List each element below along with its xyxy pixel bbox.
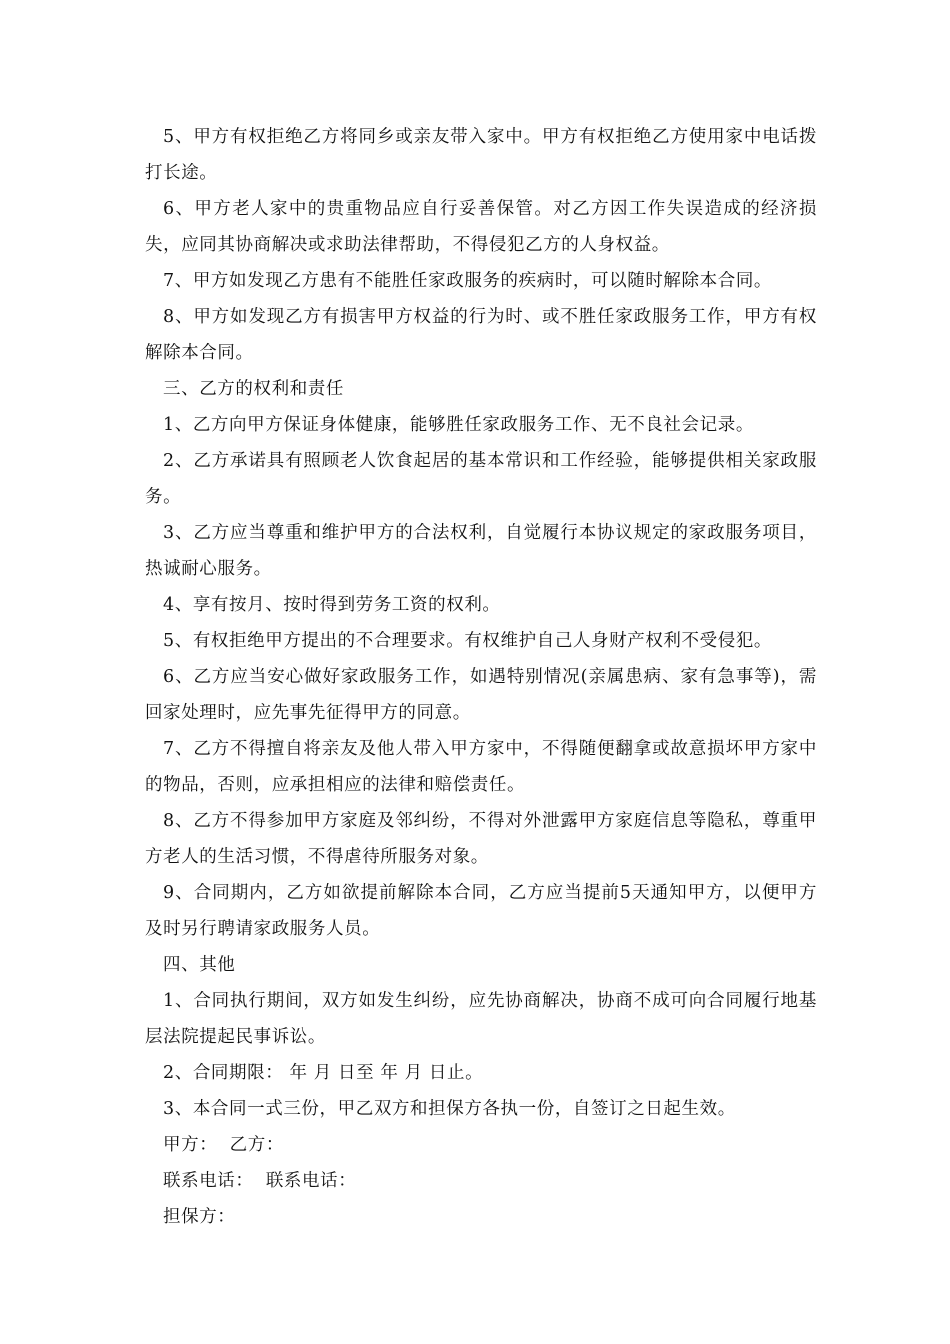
clause-party-a-5: 5、甲方有权拒绝乙方将同乡或亲友带入家中。甲方有权拒绝乙方使用家中电话拨打长途。 — [145, 127, 817, 183]
clause-party-b-8: 8、乙方不得参加甲方家庭及邻纠纷，不得对外泄露甲方家庭信息等隐私，尊重甲方老人的生活习惯，不得虐待所服务对象。 — [145, 811, 817, 867]
clause-other-3: 3、本合同一式三份，甲乙双方和担保方各执一份，自签订之日起生效。 — [163, 1099, 736, 1119]
clause-party-b-6: 6、乙方应当安心做好家政服务工作，如遇特别情况(亲属患病、家有急事等)，需回家处理时，应先事先征得甲方的同意。 — [145, 667, 817, 723]
clause-party-b-3: 3、乙方应当尊重和维护甲方的合法权利，自觉履行本协议规定的家政服务项目，热诚耐心服务。 — [145, 523, 817, 579]
section-heading-other: 四、其他 — [163, 955, 236, 975]
clause-other-2: 2、合同期限： 年 月 日至 年 月 日止。 — [163, 1063, 484, 1083]
clause-party-a-7: 7、甲方如发现乙方患有不能胜任家政服务的疾病时，可以随时解除本合同。 — [163, 271, 773, 291]
clause-party-b-5: 5、有权拒绝甲方提出的不合理要求。有权维护自己人身财产权利不受侵犯。 — [163, 631, 773, 651]
clause-party-b-2: 2、乙方承诺具有照顾老人饮食起居的基本常识和工作经验，能够提供相关家政服务。 — [145, 451, 817, 507]
section-heading-party-b: 三、乙方的权利和责任 — [163, 379, 344, 399]
signature-guarantor: 担保方： — [163, 1207, 236, 1227]
clause-party-a-8: 8、甲方如发现乙方有损害甲方权益的行为时、或不胜任家政服务工作，甲方有权解除本合同。 — [145, 307, 817, 363]
signature-phones: 联系电话： 联系电话： — [163, 1171, 357, 1191]
clause-party-b-1: 1、乙方向甲方保证身体健康，能够胜任家政服务工作、无不良社会记录。 — [163, 415, 754, 435]
clause-party-b-4: 4、享有按月、按时得到劳务工资的权利。 — [163, 595, 501, 615]
signature-parties: 甲方： 乙方： — [163, 1135, 284, 1155]
clause-party-b-7: 7、乙方不得擅自将亲友及他人带入甲方家中，不得随便翻拿或故意损坏甲方家中的物品，否则，应承担相应的法律和赔偿责任。 — [145, 739, 817, 795]
document-body — [145, 119, 817, 1235]
clause-party-a-6: 6、甲方老人家中的贵重物品应自行妥善保管。对乙方因工作失误造成的经济损失，应同其协商解决或求助法律帮助，不得侵犯乙方的人身权益。 — [145, 199, 817, 255]
clause-other-1: 1、合同执行期间，双方如发生纠纷，应先协商解决，协商不成可向合同履行地基层法院提起民事诉讼。 — [145, 991, 817, 1047]
clause-party-b-9: 9、合同期内，乙方如欲提前解除本合同，乙方应当提前5天通知甲方，以便甲方及时另行聘请家政服务人员。 — [145, 883, 817, 939]
